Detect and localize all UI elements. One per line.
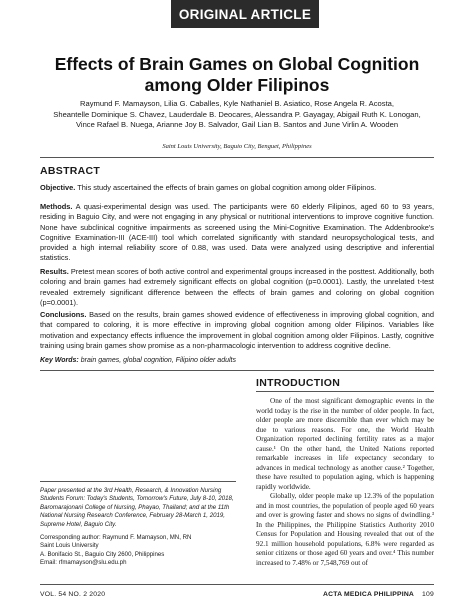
affiliation: Saint Louis University, Baguio City, Benguet, Philippines xyxy=(162,143,312,150)
introduction-paragraph-2: Globally, older people make up 12.3% of the population and in most countries, the population of people aged 60 years and over is growing faster and shows no signs of dwindling.³ In the Philippines, the Philippine Statistics Authority 2010 Census for Population and Housing revealed that out of the 92.1 million household populations, 6.8% were regarded as senior citizens or those aged 60 years and over.⁴ This number increased to 7.48% or 7,548,769 out of xyxy=(256,492,434,567)
introduction-body xyxy=(256,397,434,568)
page-number: 109 xyxy=(422,591,434,598)
abstract-heading: ABSTRACT xyxy=(40,165,101,177)
article-title-line-1: Effects of Brain Games on Global Cognition xyxy=(54,54,420,74)
volume-info: VOL. 54 NO. 2 2020 xyxy=(40,591,106,598)
abstract-bottom-rule xyxy=(40,370,434,371)
keywords xyxy=(40,357,236,364)
methods-label: Methods. xyxy=(40,202,73,211)
abstract-methods xyxy=(40,202,434,264)
conclusions-label: Conclusions. xyxy=(40,310,87,319)
footer-rule xyxy=(40,584,434,585)
methods-text: A quasi-experimental design was used. The participants were 60 elderly Filipinos, aged 60 to 93 years, residing in Baguio City, and were not engaging in any physical or nutritional interventions to improve cognitive function. None have subclinical cognitive impairments as screened using the Mini-Cognitive Examination. The Addenbrooke's Cognitive Examination-III (ACE-III) tool which correlated significantly with standard neuropsychological tests, and provided a high internal reliability score of 0.88, was used. Data were analyzed using descriptive and inferential statistics. xyxy=(40,202,434,263)
author-email[interactable]: Email: rfmamayson@slu.edu.ph xyxy=(40,559,127,567)
abstract-results xyxy=(40,267,434,308)
corresponding-author: Corresponding author: Raymund F. Mamayson, MN, RN xyxy=(40,534,192,542)
introduction-paragraph-1: One of the most significant demographic events in the world today is the rise in the number of older people. In fact, older people are more discernible than ever which may be due to various reasons. For one, the World Health Organization reported declining fertility rates as a major cause.¹ On the other hand, the United Nations reported remarkable increases in life expectancy secondary to advances in medical technology as another cause.² Together, these have resulted to population aging, which is happening rapidly worldwide. xyxy=(256,397,434,491)
address-line-1: Saint Louis University xyxy=(40,542,99,550)
results-label: Results. xyxy=(40,267,69,276)
footnote-block xyxy=(40,487,236,568)
author-line-2: Sheantelle Dominique S. Chavez, Lauderdale B. Deocares, Alessandra P. Gayagay, Abigail Ruth K. Lonogan, xyxy=(53,109,421,119)
article-type-band: ORIGINAL ARTICLE xyxy=(171,0,319,28)
footnote-rule xyxy=(40,481,236,482)
author-list xyxy=(48,99,426,131)
abstract-top-rule xyxy=(40,157,434,158)
presentation-note: Paper presented at the 3rd Health, Research, & Innovation Nursing Students Forum: Today's Students, Tomorrow's Future, July 8-10, 2018, Baromarajonani College of Nursing, Phayao, Thailand; and at the 11th National Nursing Research Conference, February 28-March 1, 2019, Supreme Hotel, Baguio City. xyxy=(40,487,234,528)
article-title-line-2: among Older Filipinos xyxy=(144,75,330,95)
results-text: Pretest mean scores of both active control and experimental groups increased in the posttest. Additionally, both coloring and brain games had extremely significant effects on global cognition (p=0.0001). Lastly, the unrelated t-test revealed extremely significant difference between the effects of brain games and coloring on global cognition (p=0.0001). xyxy=(40,267,434,307)
keywords-label: Key Words: xyxy=(40,357,79,364)
introduction-rule xyxy=(256,391,434,392)
address-line-2: A. Bonifacio St., Baguio City 2600, Philippines xyxy=(40,550,165,558)
keywords-text: brain games, global cognition, Filipino older adults xyxy=(78,357,236,364)
objective-label: Objective. xyxy=(40,183,76,192)
conclusions-text: Based on the results, brain games showed evidence of effectiveness in improving global cognition, and that compared to coloring, it is more effective in improving global cognition among older Filipinos. Variables like motivation and expectancy effects influence the improvement in global cognition among older Filipinos. Lastly, cognitive training using brain games show promise as a non-pharmacologic intervention to address cognitive decline. xyxy=(40,310,434,350)
author-line-3: Vince Rafael B. Nuega, Arianne Joy B. Salvador, Gail Lian B. Santos and June Virlin A. Wooden xyxy=(75,120,399,129)
abstract-conclusions xyxy=(40,310,434,351)
abstract-objective xyxy=(40,183,434,193)
objective-text: This study ascertained the effects of brain games on global cognition among older Filipinos. xyxy=(75,183,377,192)
author-line-1: Raymund F. Mamayson, Lilia G. Caballes, Kyle Nathaniel B. Asiatico, Rose Angela R. Acosta, xyxy=(79,99,395,108)
introduction-heading: INTRODUCTION xyxy=(256,377,341,389)
journal-footer xyxy=(323,591,434,598)
journal-name: ACTA MEDICA PHILIPPINA xyxy=(323,591,415,598)
